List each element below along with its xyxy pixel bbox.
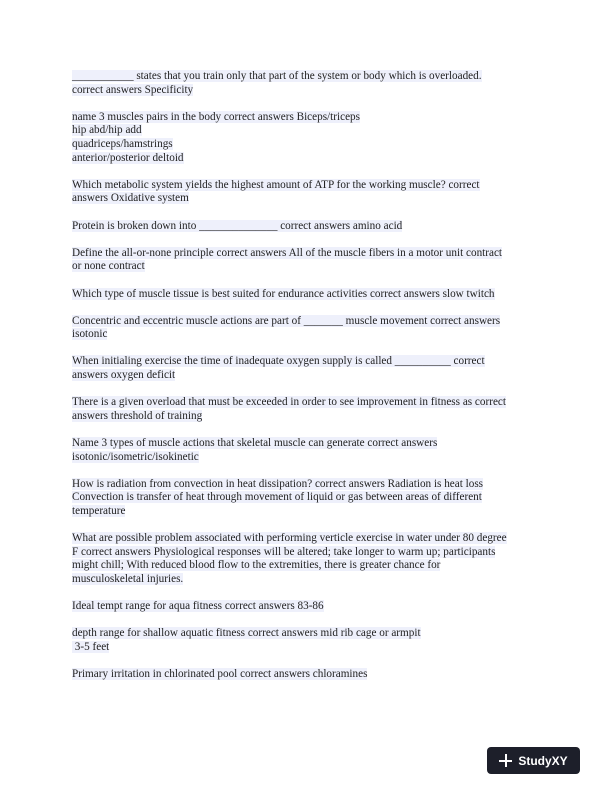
qa-line: isotonic xyxy=(72,328,108,341)
qa-line: Convection is transfer of heat through movement of liquid or gas between areas of different xyxy=(72,491,482,504)
qa-entry xyxy=(72,355,546,382)
qa-line: ___________ states that you train only that part of the system or body which is overloaded. xyxy=(72,70,482,82)
qa-line: How is radiation from convection in heat dissipation? correct answers Radiation is heat loss xyxy=(72,477,484,490)
qa-entry xyxy=(72,396,546,423)
qa-line: correct answers Specificity xyxy=(72,83,194,96)
qa-line: might chill; With reduced blood flow to the extremities, there is greater chance for xyxy=(72,559,441,572)
qa-line: answers oxygen deficit xyxy=(72,369,176,382)
qa-line: quadriceps/hamstrings xyxy=(72,137,173,150)
qa-entry xyxy=(72,532,546,586)
qa-line: isotonic/isometric/isokinetic xyxy=(72,450,199,463)
qa-line: answers threshold of training xyxy=(72,409,203,422)
qa-line: Define the all-or-none principle correct answers All of the muscle fibers in a motor unit contract xyxy=(72,246,503,259)
qa-line: answers Oxidative system xyxy=(72,192,189,205)
qa-line: Primary irritation in chlorinated pool correct answers chloramines xyxy=(72,668,368,681)
qa-entry xyxy=(72,478,546,519)
qa-line: name 3 muscles pairs in the body correct answers Biceps/triceps xyxy=(72,110,360,123)
qa-line: Which type of muscle tissue is best suited for endurance activities correct answers slow twitch xyxy=(72,287,495,300)
qa-line: anterior/posterior deltoid xyxy=(72,151,184,164)
qa-line: Protein is broken down into ______________ correct answers amino acid xyxy=(72,219,403,232)
qa-line: 3-5 feet xyxy=(72,640,110,653)
qa-line: Which metabolic system yields the highest amount of ATP for the working muscle? correct xyxy=(72,178,480,191)
qa-line: Ideal tempt range for aqua fitness correct answers 83-86 xyxy=(72,600,324,613)
qa-entry xyxy=(72,111,546,165)
qa-line: Name 3 types of muscle actions that skeletal muscle can generate correct answers xyxy=(72,437,438,450)
qa-line: or none contract xyxy=(72,260,145,273)
qa-entry xyxy=(72,315,546,342)
qa-entry xyxy=(72,220,546,234)
qa-entry xyxy=(72,668,546,682)
qa-line: depth range for shallow aquatic fitness correct answers mid rib cage or armpit xyxy=(72,627,421,640)
qa-list xyxy=(72,70,546,695)
qa-line: F correct answers Physiological responses will be altered; take longer to warm up; participants xyxy=(72,545,496,558)
qa-line: When initialing exercise the time of inadequate oxygen supply is called __________ correct xyxy=(72,355,485,368)
qa-entry xyxy=(72,179,546,206)
qa-entry xyxy=(72,437,546,464)
qa-line: temperature xyxy=(72,505,126,517)
qa-line: Concentric and eccentric muscle actions are part of _______ muscle movement correct answers xyxy=(72,314,501,327)
plus-icon xyxy=(499,754,512,767)
qa-entry xyxy=(72,247,546,274)
qa-entry xyxy=(72,600,546,614)
studyxy-badge[interactable] xyxy=(487,747,580,774)
qa-entry xyxy=(72,288,546,302)
badge-label: StudyXY xyxy=(518,753,568,768)
qa-line: What are possible problem associated with performing verticle exercise in water under 80 degree xyxy=(72,532,507,545)
qa-line: hip abd/hip add xyxy=(72,124,142,137)
qa-line: musculoskeletal injuries. xyxy=(72,572,184,585)
qa-entry xyxy=(72,627,546,654)
qa-entry xyxy=(72,70,546,97)
qa-line: There is a given overload that must be exceeded in order to see improvement in fitness as correct xyxy=(72,396,506,409)
